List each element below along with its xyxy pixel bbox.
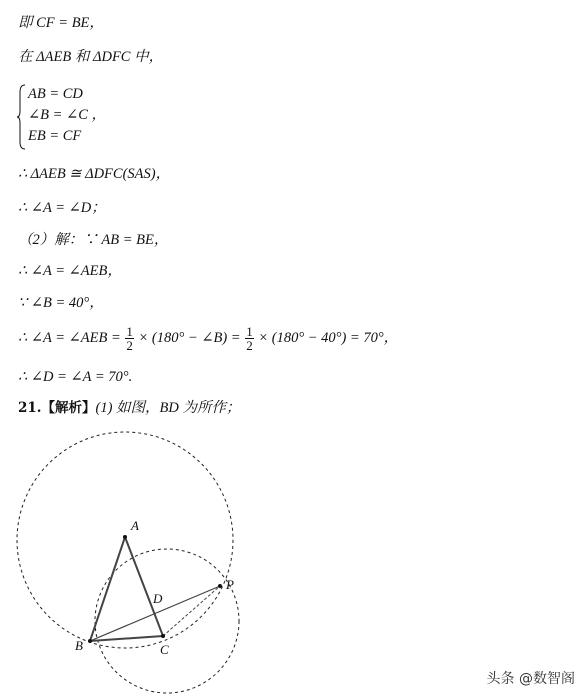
system-eq-3: EB = CF (28, 128, 82, 144)
system-eq-2: ∠B = ∠C ， (28, 107, 106, 123)
point-b (88, 639, 92, 643)
line-angle-a-d: ∴ ∠A = ∠D； (18, 200, 106, 216)
label-c: C (160, 642, 169, 657)
arc-circle-small (95, 549, 239, 693)
segment-ac (125, 537, 163, 636)
fraction-denominator: 2 (246, 338, 253, 354)
line-cf-be: 即 CF = BE， (18, 15, 104, 31)
fraction-numerator: 1 (246, 324, 253, 340)
segment-ab (90, 537, 125, 641)
computation-part-2: × (180° − ∠B) = (138, 330, 241, 346)
fraction-half-1 (125, 325, 134, 352)
line-congruence: ∴ ΔAEB ≅ ΔDFC(SAS)， (18, 166, 171, 182)
question-21-text: (1) 如图，BD 为所作； (95, 400, 241, 416)
point-p (218, 584, 222, 588)
system-brace (16, 84, 26, 150)
fraction-half-2 (245, 325, 254, 352)
label-a: A (131, 518, 139, 533)
fraction-denominator: 2 (126, 338, 133, 354)
line-angle-a-aeb: ∴ ∠A = ∠AEB， (18, 263, 122, 279)
point-c (161, 634, 165, 638)
line-angle-b: ∵ ∠B = 40°， (18, 295, 104, 311)
line-triangles-intro: 在 ΔAEB 和 ΔDFC 中， (18, 49, 164, 65)
question-21-heading (18, 399, 241, 417)
question-number: 21. (18, 400, 42, 416)
label-d: D (153, 591, 163, 606)
segment-cp (163, 586, 220, 636)
line-computation (18, 323, 398, 353)
line-part2: （2）解：∵ AB = BE， (18, 232, 169, 248)
watermark: 头条 @数智阁 (486, 671, 575, 687)
fraction-numerator: 1 (126, 324, 133, 340)
computation-part-1: ∴ ∠A = ∠AEB = (18, 330, 121, 346)
line-conclusion: ∴ ∠D = ∠A = 70°. (18, 369, 133, 385)
system-eq-1: AB = CD (28, 86, 83, 102)
geometry-figure (10, 425, 250, 698)
label-p: P (226, 577, 234, 592)
label-b: B (75, 638, 83, 653)
computation-part-3: × (180° − 40°) = 70°， (258, 330, 399, 346)
point-a (123, 535, 127, 539)
analysis-tag: 【解析】 (41, 400, 96, 416)
